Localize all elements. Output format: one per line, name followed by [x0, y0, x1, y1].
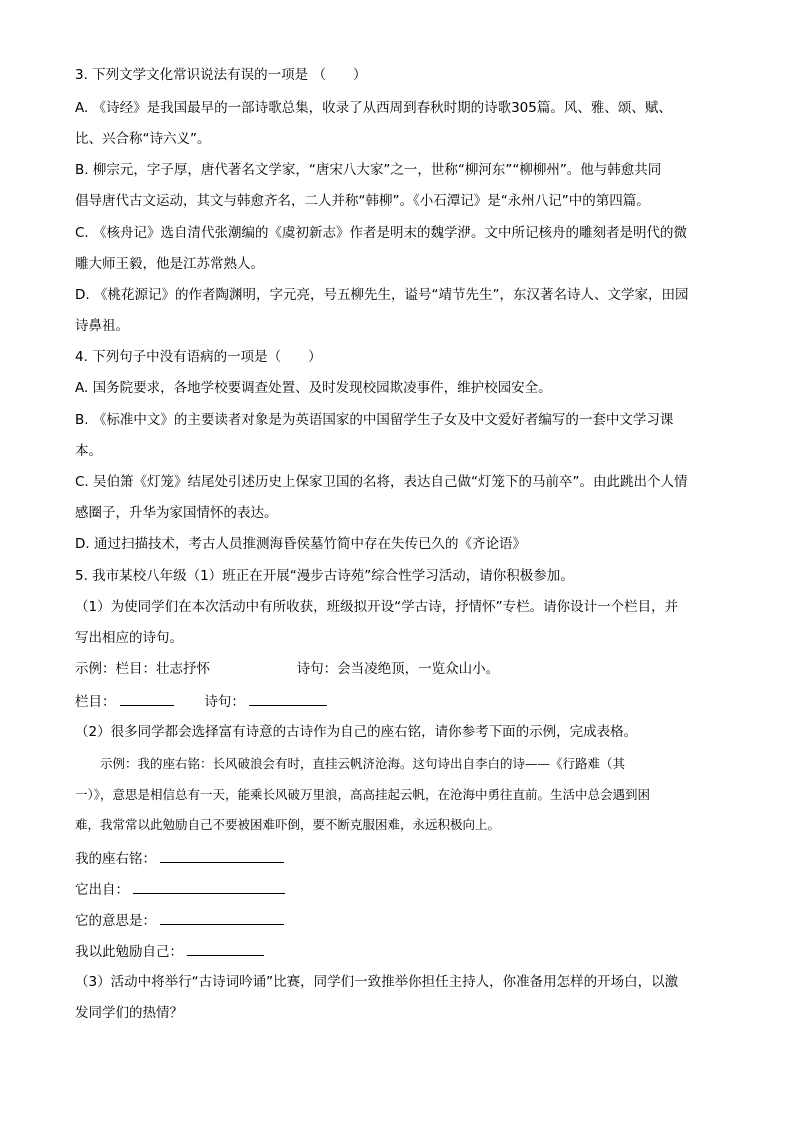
column-answer-blank[interactable]: [120, 691, 174, 706]
q5-part3-line2: 发同学们的热情？: [75, 1005, 183, 1021]
q3-option-a-line2: 比、兴合称“诗六义”。: [75, 131, 211, 147]
meaning-blank[interactable]: [160, 910, 284, 925]
source-label: 它出自：: [75, 882, 129, 898]
source-row: [75, 879, 285, 899]
q4-option-a: A. 国务院要求，各地学校要调查处置、及时发现校园欺凌事件，维护校园安全。: [75, 380, 552, 396]
example-poem: 诗句：会当凌绝顶，一览众山小。: [296, 661, 500, 677]
q4-option-b-line1: B. 《标准中文》的主要读者对象是为英语国家的中国留学生子女及中文爱好者编写的一套中文学习课: [75, 412, 674, 428]
q4-stem: 4. 下列句子中没有语病的一项是（ ）: [75, 349, 322, 365]
motto-label: 我的座右铭：: [75, 851, 156, 867]
q4-option-c-line2: 感圈子，升华为家国情怀的表达。: [75, 505, 278, 521]
q5-answer-row: [75, 691, 327, 711]
q3-option-d-line2: 诗鼻祖。: [75, 318, 129, 334]
q3-stem: 3. 下列文学文化常识说法有误的一项是 （ ）: [75, 67, 367, 83]
q3-option-b-line1: B. 柳宗元，字子厚，唐代著名文学家，“唐宋八大家”之一，世称“柳河东”“柳柳州”。他与韩愈共同: [75, 162, 662, 178]
q3-option-c-line2: 雕大师王毅，他是江苏常熟人。: [75, 256, 264, 272]
q4-option-d: D. 通过扫描技术，考古人员推测海昏侯墓竹简中存在失传已久的《齐论语》: [75, 536, 526, 552]
poem-label: 诗句：: [204, 694, 245, 710]
q3-option-c-line1: C. 《核舟记》选自清代张潮编的《虞初新志》作者是明末的魏学洢。文中所记核舟的雕刻者是明代的微: [75, 225, 688, 241]
meaning-row: [75, 910, 284, 930]
poem-answer-blank[interactable]: [249, 691, 327, 706]
q5-part1-line1: （1）为使同学们在本次活动中有所收获，班级拟开设“学古诗，抒情怀”专栏。请你设计一个栏目，并: [75, 599, 679, 615]
motto-row: [75, 848, 284, 868]
q5-part2: （2）很多同学都会选择富有诗意的古诗作为自己的座右铭，请你参考下面的示例，完成表格。: [75, 724, 638, 740]
q5-example-row: [75, 660, 499, 678]
encourage-blank[interactable]: [187, 941, 264, 956]
q4-option-c-line1: C. 吴伯箫《灯笼》结尾处引述历史上保家卫国的名将，表达自己做“灯笼下的马前卒”。由此跳出个人情: [75, 474, 688, 490]
q3-option-b-line2: 倡导唐代古文运动，其文与韩愈齐名，二人并称“韩柳”。《小石潭记》是“永州八记”中的第四篇。: [75, 193, 650, 209]
meaning-label: 它的意思是：: [75, 913, 156, 929]
q3-option-d-line1: D. 《桃花源记》的作者陶渊明，字元亮，号五柳先生，谥号“靖节先生”，东汉著名诗人、文学家，田园: [75, 287, 689, 303]
q4-option-b-line2: 本。: [75, 443, 102, 459]
source-blank[interactable]: [133, 879, 285, 894]
motto-blank[interactable]: [160, 848, 284, 863]
example-text-line1: 示例：我的座右铭：长风破浪会有时，直挂云帆济沧海。这句诗出自李白的诗——《行路难（其: [100, 756, 626, 771]
q3-option-a-line1: A. 《诗经》是我国最早的一部诗歌总集，收录了从西周到春秋时期的诗歌305篇。风、雅、颂、赋、: [75, 100, 672, 116]
encourage-row: [75, 941, 264, 961]
example-text-line2: 一）》，意思是相信总有一天，能乘长风破万里浪，高高挂起云帆，在沧海中勇往直前。生活中总会遇到困: [75, 787, 651, 802]
q5-part1-line2: 写出相应的诗句。: [75, 630, 183, 646]
column-label: 栏目：: [75, 694, 116, 710]
example-text-line3: 难，我常常以此勉励自己不要被困难吓倒，要不断克服困难，永远积极向上。: [75, 817, 501, 832]
example-column: 示例：栏目：壮志抒怀: [75, 661, 210, 677]
q5-stem: 5. 我市某校八年级（1）班正在开展“漫步古诗苑”综合性学习活动，请你积极参加。: [75, 568, 574, 584]
encourage-label: 我以此勉励自己：: [75, 944, 183, 960]
q5-part3-line1: （3）活动中将举行“古诗词吟诵”比赛，同学们一致推举你担任主持人，你准备用怎样的开场白，以激: [75, 974, 679, 990]
